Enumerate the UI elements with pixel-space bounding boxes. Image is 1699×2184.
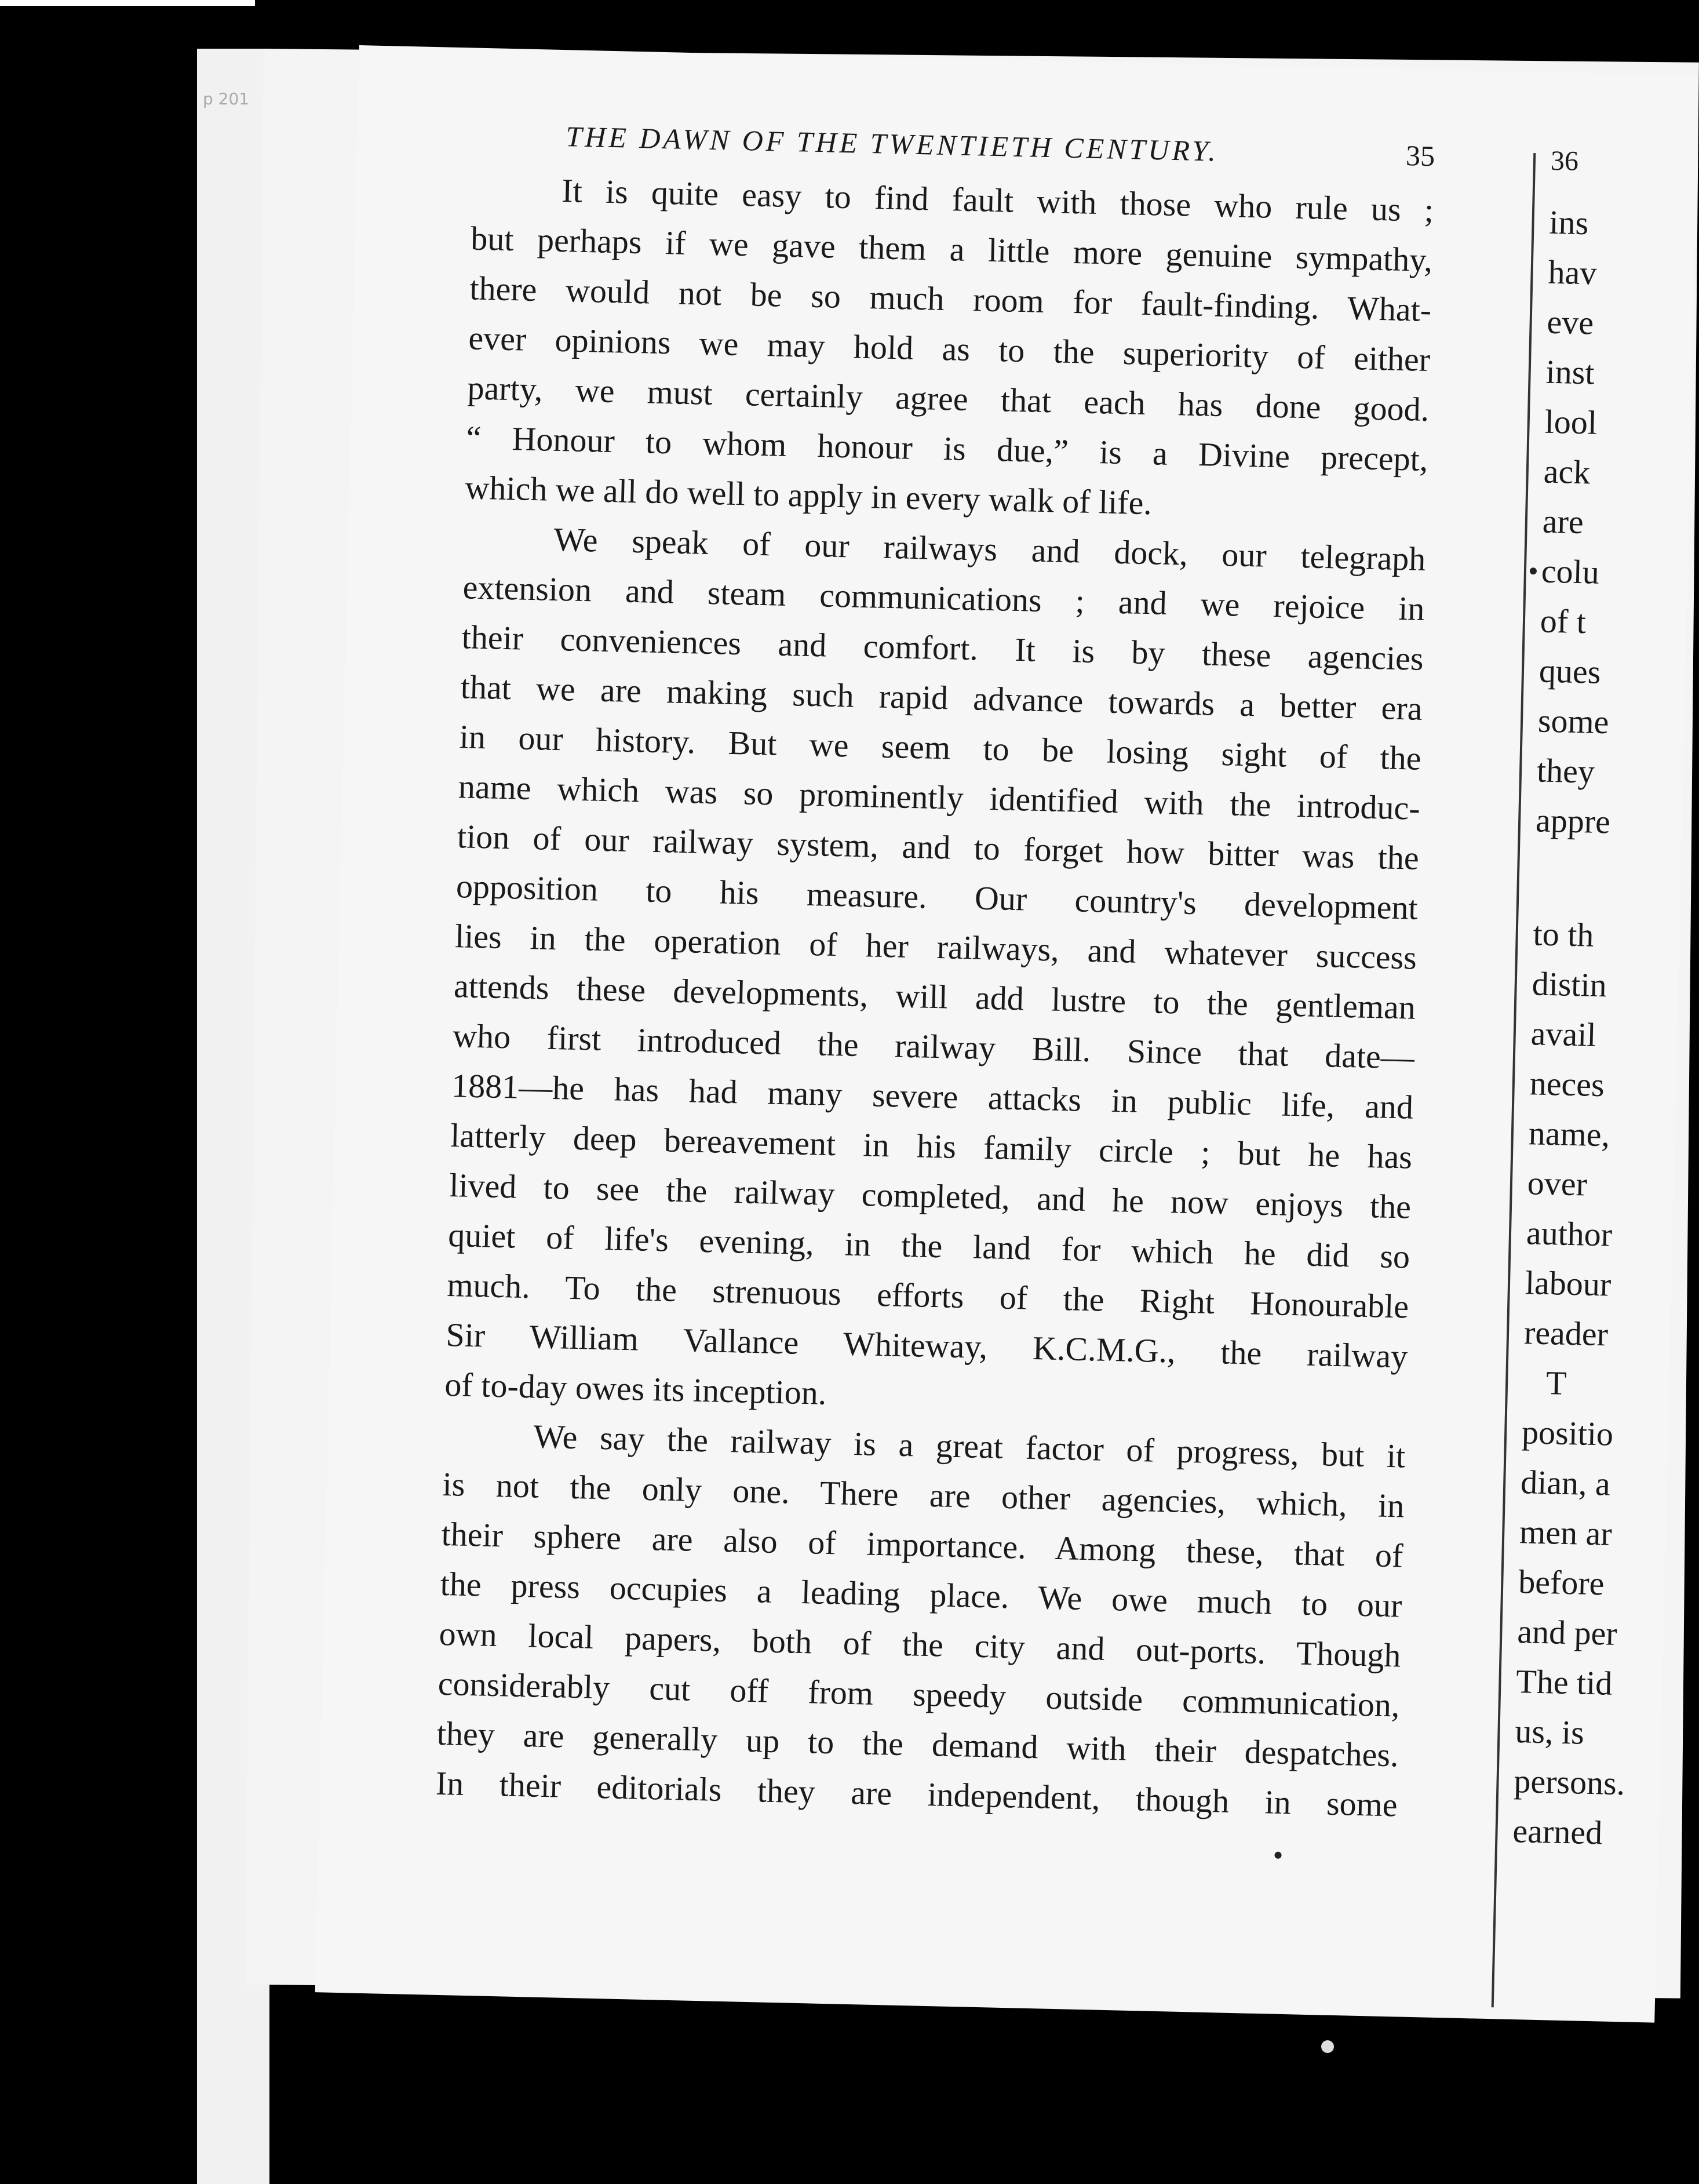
text-line: that we are making such rapid advance towards a better era bbox=[460, 668, 1423, 727]
text-line: considerably cut off from speedy outside communication, bbox=[437, 1664, 1401, 1724]
fragment-line: before bbox=[1518, 1563, 1605, 1603]
page-36-fragment bbox=[1512, 136, 1699, 1860]
fragment-line: appre bbox=[1535, 801, 1611, 841]
fragment-line: earned bbox=[1512, 1811, 1603, 1852]
text-line: who first introduced the railway Bill. Since that date— bbox=[452, 1017, 1415, 1076]
text-line: extension and steam communications ; and we rejoice in bbox=[462, 568, 1425, 628]
text-line: ever opinions we may hold as to the superiority of either bbox=[468, 319, 1431, 379]
fragment-line: ques bbox=[1538, 651, 1602, 691]
fragment-line: lool bbox=[1544, 402, 1598, 442]
ink-speck bbox=[1274, 1852, 1281, 1859]
text-line: “ Honour to whom honour is due,” is a Divine precept, bbox=[465, 418, 1429, 479]
fragment-line: inst bbox=[1545, 352, 1595, 392]
fragment-line: distin bbox=[1532, 964, 1607, 1004]
text-line: In their editorials they are independent, though in some bbox=[435, 1764, 1398, 1824]
fragment-line: they bbox=[1536, 751, 1595, 791]
fragment-line: dian, a bbox=[1520, 1463, 1611, 1503]
text-line: 1881—he has had many severe attacks in public life, and bbox=[451, 1066, 1414, 1126]
scan-edge bbox=[0, 0, 255, 6]
text-line: We speak of our railways and dock, our telegraph bbox=[553, 520, 1427, 578]
page-text bbox=[435, 118, 1435, 1830]
text-line: lies in the operation of her railways, and whatever success bbox=[454, 917, 1417, 977]
text-line: lived to see the railway completed, and he now enjoys the bbox=[449, 1166, 1412, 1226]
fragment-line: labour bbox=[1525, 1264, 1612, 1304]
fragment-line: persons. bbox=[1513, 1761, 1625, 1803]
paragraph-1 bbox=[465, 163, 1434, 534]
running-title: THE DAWN OF THE TWENTIETH CENTURY. bbox=[565, 120, 1219, 168]
text-line: We say the railway is a great factor of progress, but it bbox=[533, 1417, 1406, 1475]
text-line: is not the only one. There are other agencies, which, in bbox=[442, 1465, 1405, 1525]
text-line: Sir William Vallance Whiteway, K.C.M.G., the railway bbox=[445, 1315, 1408, 1375]
text-line: name which was so prominently identified with the introduc- bbox=[458, 767, 1421, 827]
fragment-line: name, bbox=[1528, 1114, 1610, 1154]
text-line: in our history. But we seem to be losing sight of the bbox=[459, 718, 1422, 777]
ink-speck bbox=[1530, 567, 1537, 574]
section-gap bbox=[1534, 845, 1699, 913]
page-35 bbox=[315, 45, 1699, 2023]
fragment-line: neces bbox=[1529, 1064, 1605, 1104]
fragment-line: to th bbox=[1533, 915, 1595, 954]
text-line: opposition to his measure. Our country's development bbox=[455, 867, 1419, 927]
text-line: which we all do well to apply in every walk of life. bbox=[465, 468, 1153, 522]
fragment-line: some bbox=[1537, 701, 1610, 741]
text-line: but perhaps if we gave them a little more genuine sympathy, bbox=[470, 219, 1433, 279]
fragment-line: are bbox=[1542, 502, 1584, 541]
next-page-number: 36 bbox=[1550, 145, 1579, 177]
fragment-line: reader bbox=[1523, 1313, 1609, 1353]
text-line: much. To the strenuous efforts of the Right Honourable bbox=[446, 1265, 1409, 1326]
fragment-line: ins bbox=[1548, 203, 1589, 242]
fragment-line: men ar bbox=[1519, 1513, 1613, 1553]
fragment-line: hav bbox=[1547, 253, 1598, 292]
paragraph-2 bbox=[444, 512, 1427, 1431]
text-line: quiet of life's evening, in the land for which he did so bbox=[447, 1216, 1410, 1276]
text-line: the press occupies a leading place. We owe much to our bbox=[440, 1564, 1403, 1625]
text-line: their sphere are also of importance. Among these, that of bbox=[441, 1515, 1404, 1575]
text-line: their conveniences and comfort. It is by these agencies bbox=[461, 618, 1424, 678]
fragment-line: avail bbox=[1530, 1014, 1597, 1054]
text-line: own local papers, both of the city and out-ports. Though bbox=[439, 1614, 1402, 1675]
fragment-line: and per bbox=[1516, 1612, 1618, 1652]
fragment-line: over bbox=[1527, 1164, 1588, 1203]
fragment-line: of t bbox=[1540, 602, 1587, 641]
fragment-line: positio bbox=[1521, 1413, 1614, 1453]
fragment-line: us, is bbox=[1514, 1712, 1585, 1752]
fragment-line: T bbox=[1545, 1364, 1567, 1402]
text-line: attends these developments, will add lustre to the gentleman bbox=[453, 967, 1416, 1027]
fragment-line: author bbox=[1526, 1214, 1613, 1254]
page-number: 35 bbox=[1405, 139, 1435, 173]
edge-mark: p 201 bbox=[203, 89, 250, 108]
text-line: there would not be so much room for fault-finding. What- bbox=[469, 269, 1432, 329]
text-line: of to-day owes its inception. bbox=[444, 1365, 827, 1412]
text-line: party, we must certainly agree that each has done good. bbox=[466, 369, 1430, 429]
text-line: they are generally up to the demand with their despatches. bbox=[436, 1714, 1399, 1774]
text-line: latterly deep bereavement in his family circle ; but he has bbox=[450, 1116, 1413, 1176]
text-line: tion of our railway system, and to forget how bitter was the bbox=[457, 817, 1420, 877]
fragment-line: The tid bbox=[1515, 1662, 1613, 1702]
fragment-line: ack bbox=[1543, 452, 1591, 492]
fragment-line: eve bbox=[1546, 303, 1594, 342]
fragment-line: colu bbox=[1541, 552, 1600, 591]
text-line: It is quite easy to find fault with those who rule us ; bbox=[561, 171, 1434, 230]
scan-artifact bbox=[1321, 2040, 1334, 2053]
paragraph-3 bbox=[435, 1410, 1406, 1830]
